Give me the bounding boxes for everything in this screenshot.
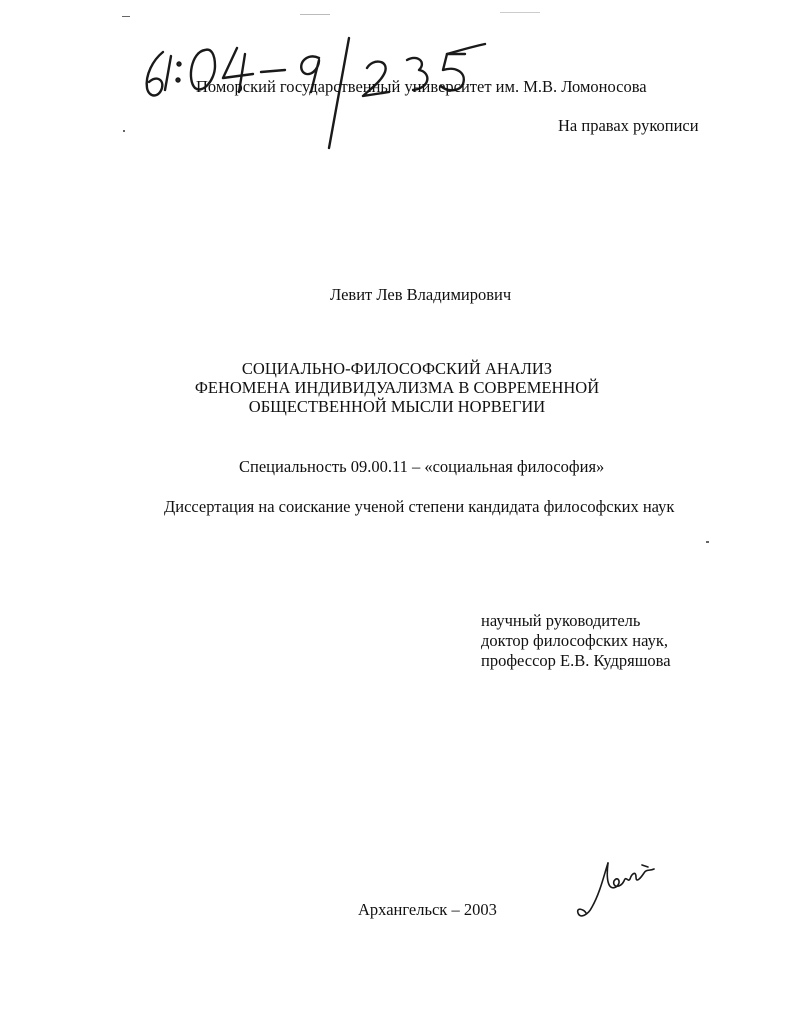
signature — [574, 855, 664, 925]
title-line: ФЕНОМЕНА ИНДИВИДУАЛИЗМА В СОВРЕМЕННОЙ — [194, 378, 600, 397]
supervisor-block — [481, 611, 671, 671]
title-line: ОБЩЕСТВЕННОЙ МЫСЛИ НОРВЕГИИ — [248, 397, 546, 416]
city-year: Архангельск – 2003 — [358, 900, 497, 919]
degree-statement: Диссертация на соискание ученой степени кандидата философских наук — [164, 497, 675, 516]
dissertation-title — [0, 359, 794, 416]
author-name: Левит Лев Владимирович — [330, 285, 512, 304]
supervisor-role: научный руководитель — [481, 611, 641, 630]
rights-note: На правах рукописи — [558, 116, 699, 135]
scan-speck — [300, 14, 330, 15]
title-line: СОЦИАЛЬНО-ФИЛОСОФСКИЙ АНАЛИЗ — [241, 359, 553, 378]
university-name: Поморский государственный университет им. М.В. Ломоносова — [196, 77, 647, 96]
supervisor-degree: доктор философских наук, — [481, 631, 668, 650]
scan-speck — [706, 541, 709, 543]
scan-speck — [123, 130, 125, 132]
scan-speck — [122, 16, 130, 17]
specialty: Специальность 09.00.11 – «социальная философия» — [239, 457, 605, 476]
supervisor-name: профессор Е.В. Кудряшова — [481, 651, 671, 670]
scan-speck — [500, 12, 540, 13]
